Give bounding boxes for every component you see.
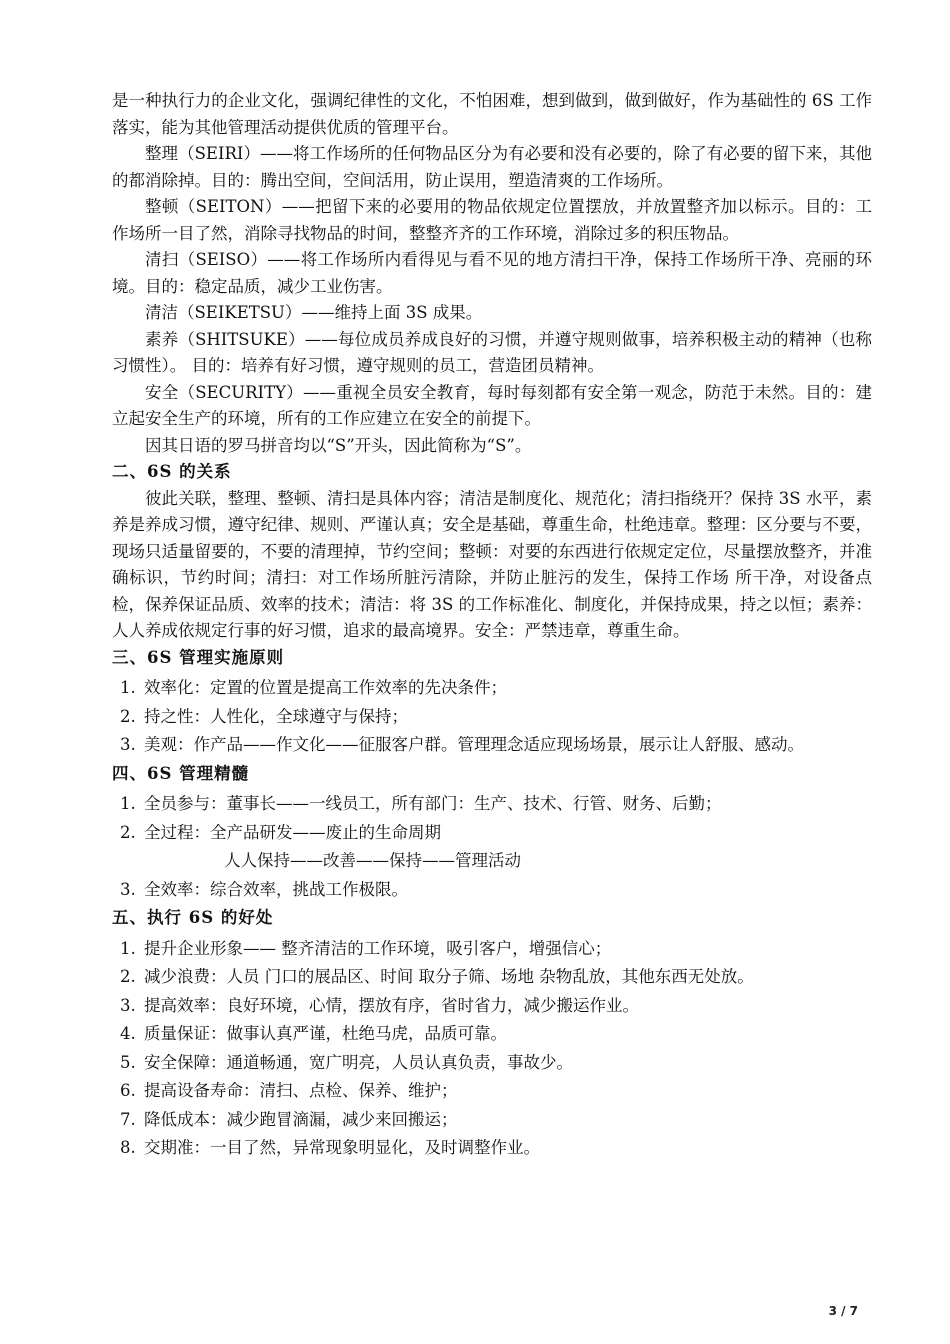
list-item-text: 效率化：定置的位置是提高工作效率的先决条件； [144, 678, 507, 697]
list-item-text: 提高设备寿命：清扫、点检、保养、维护； [144, 1081, 458, 1100]
list-item-continuation: 人人保持——改善——保持——管理活动 [224, 851, 521, 870]
list-number: 8. [120, 1138, 136, 1157]
list-number: 4. [120, 1024, 136, 1043]
list-item-text: 质量保证：做事认真严谨，杜绝马虎，品质可靠。 [144, 1024, 507, 1043]
section-5-list [112, 936, 872, 1162]
intro-paragraph: 是一种执行力的企业文化，强调纪律性的文化，不怕困难，想到做到，做到做好，作为基础性的 6S 工作落实，能为其他管理活动提供优质的管理平台。 [112, 91, 872, 137]
seiso-paragraph: 清扫（SEISO）——将工作场所内看得见与看不见的地方清扫干净，保持工作场所干净、亮丽的环境。目的：稳定品质，减少工业伤害。 [112, 250, 872, 296]
page-content [112, 88, 872, 1164]
seiton-paragraph: 整顿（SEITON）——把留下来的必要用的物品依规定位置摆放，并放置整齐加以标示。目的：工作场所一目了然，消除寻找物品的时间，整整齐齐的工作环境，消除过多的积压物品。 [112, 197, 872, 243]
list-number: 1. [120, 678, 136, 697]
list-item-text: 持之性：人性化，全球遵守与保持； [144, 706, 408, 726]
security-paragraph: 安全（SECURITY）——重视全员安全教育，每时每刻都有安全第一观念，防范于未然。目的：建立起安全生产的环境，所有的工作应建立在安全的前提下。 [112, 382, 872, 428]
list-number: 2. [120, 706, 136, 726]
list-number: 6. [120, 1081, 136, 1100]
section-3-list [112, 675, 872, 759]
s-naming-paragraph: 因其日语的罗马拼音均以“S”开头，因此简称为“S”。 [145, 435, 532, 455]
list-number: 2. [120, 967, 136, 986]
list-item [120, 1078, 872, 1105]
list-item-text: 全员参与：董事长——一线员工，所有部门：生产、技术、行管、财务、后勤； [144, 794, 722, 813]
list-number: 3. [120, 735, 136, 754]
section-4-list [112, 791, 872, 903]
list-number: 3. [120, 995, 136, 1015]
list-item [120, 993, 872, 1020]
list-number: 1. [120, 794, 136, 813]
list-item-text: 美观：作产品——作文化——征服客户群。管理理念适应现场场景，展示让人舒服、感动。 [144, 735, 804, 754]
list-number: 5. [120, 1052, 136, 1072]
list-item-text: 全效率：综合效率，挑战工作极限。 [144, 879, 408, 899]
list-item-text: 降低成本：减少跑冒滴漏，减少来回搬运； [144, 1109, 458, 1129]
section-5-heading: 五、执行 6S 的好处 [112, 908, 274, 927]
list-item-text: 提高效率：良好环境，心情，摆放有序，省时省力，减少搬运作业。 [144, 995, 639, 1015]
list-item-text: 安全保障：通道畅通，宽广明亮，人员认真负责，事故少。 [144, 1052, 573, 1072]
list-item [120, 791, 872, 818]
list-item-text: 提升企业形象—— 整齐清洁的工作环境，吸引客户，增强信心； [144, 938, 612, 958]
list-item-text: 交期准：一目了然，异常现象明显化，及时调整作业。 [144, 1138, 540, 1157]
list-number: 2. [120, 822, 136, 842]
seiri-paragraph: 整理（SEIRI）——将工作场所的任何物品区分为有必要和没有必要的，除了有必要的留下来，其他的都消除掉。目的：腾出空间，空间活用，防止误用，塑造清爽的工作场所。 [112, 144, 872, 190]
list-item [120, 1135, 872, 1162]
shitsuke-paragraph: 素养（SHITSUKE）——每位成员养成良好的习惯，并遵守规则做事，培养积极主动的精神（也称习惯性）。 目的：培养有好习惯，遵守规则的员工，营造团员精神。 [112, 329, 872, 375]
list-item [120, 1107, 872, 1134]
seiketsu-paragraph: 清洁（SEIKETSU）——维持上面 3S 成果。 [145, 303, 483, 322]
list-item [120, 675, 872, 702]
section-2-body: 彼此关联，整理、整顿、清扫是具体内容；清洁是制度化、规范化；清扫指绕开？保持 3S 水平，素养是养成习惯，遵守纪律、规则、严谨认真；安全是基础，尊重生命，杜绝违章。整理：区分要与不要，现场只适量留要的，不要的清理掉，节约空间；整顿：对要的东西进行依规定定位，尽量摆放整齐，并准确标识，节约时间；清扫：对工作场所脏污清除，并防止脏污的发生，保持工作场 所干净，对设备点检，保养保证品质、效率的技术；清洁：将 3S 的工作标准化、制度化，并保持成果，持之以恒；素养：人人养成依规定行事的好习惯，追求的最高境界。安全：严禁违章，尊重生命。 [112, 488, 872, 640]
list-number: 1. [120, 938, 136, 958]
list-item [120, 1021, 872, 1048]
list-number: 3. [120, 879, 136, 899]
list-item-text: 全过程：全产品研发——废止的生命周期 [144, 822, 441, 842]
section-3-heading: 三、6S 管理实施原则 [112, 647, 285, 667]
list-item [120, 1050, 872, 1077]
list-item [120, 704, 872, 731]
list-item [120, 820, 872, 847]
list-item [120, 936, 872, 963]
list-item [120, 964, 872, 991]
list-item [120, 732, 872, 759]
section-2-heading: 二、6S 的关系 [112, 462, 232, 481]
section-4-heading: 四、6S 管理精髓 [112, 763, 250, 783]
list-item-text: 减少浪费：人员 门口的展品区、时间 取分子筛、场地 杂物乱放，其他东西无处放。 [144, 967, 754, 986]
list-number: 7. [120, 1109, 136, 1129]
page-number: 3 / 7 [828, 1304, 858, 1318]
list-item [120, 877, 872, 904]
